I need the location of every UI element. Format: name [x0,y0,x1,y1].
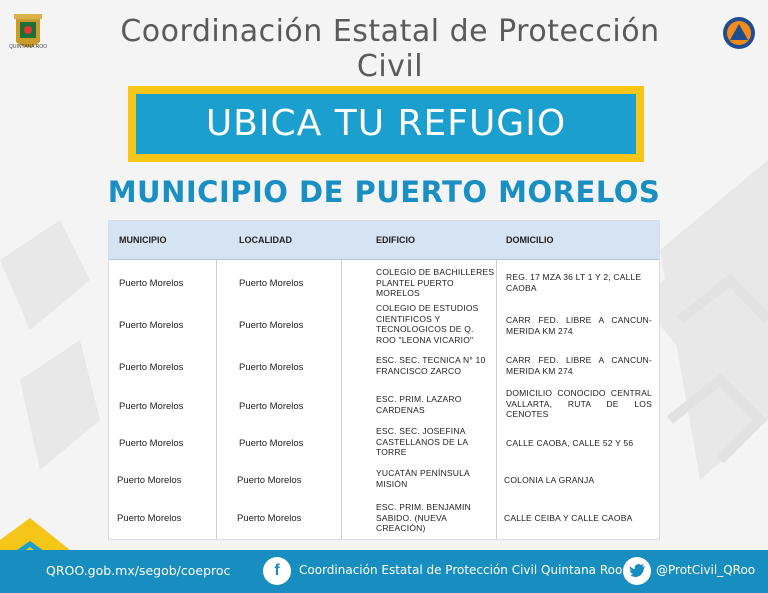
table-cell-municipio: Puerto Morelos [119,438,184,449]
table-cell-municipio: Puerto Morelos [117,513,182,524]
table-cell-domicilio: CALLE CEIBA Y CALLE CAOBA [504,513,633,523]
table-cell-domicilio: REG. 17 MZA 36 LT 1 Y 2, CALLE CAOBA [506,272,642,293]
table-cell-edificio: ESC. SEC. JOSEFINA CASTELLANOS DE LA TORRE [376,426,468,457]
table-cell-domicilio: COLONIA LA GRANJA [504,475,595,485]
table-cell-municipio: Puerto Morelos [119,278,184,289]
table-cell-edificio: ESC. SEC. TECNICA N° 10 FRANCISCO ZARCO [376,355,486,376]
column-header-municipio: MUNICIPIO [119,235,167,245]
table-cell-localidad: Puerto Morelos [239,362,304,373]
table-cell-localidad: Puerto Morelos [239,278,304,289]
column-divider [216,259,217,539]
table-cell-localidad: Puerto Morelos [237,475,302,486]
table-cell-municipio: Puerto Morelos [119,362,184,373]
twitter-icon[interactable] [623,557,651,585]
table-cell-municipio: Puerto Morelos [117,475,182,486]
footer-bar [0,550,768,593]
column-divider [496,259,497,539]
table-cell-edificio: YUCATÁN PENÍNSULA MISIÓN [376,468,470,489]
table-cell-edificio: ESC. PRIM. BENJAMIN SABIDO. (NUEVA CREACIÓN) [376,502,471,533]
page-title: Coordinación Estatal de Protección Civil [120,14,660,84]
table-cell-edificio: COLEGIO DE BACHILLERES PLANTEL PUERTO MORELOS [376,267,495,298]
table-cell-localidad: Puerto Morelos [239,401,304,412]
banner-title: UBICA TU REFUGIO [136,94,636,154]
table-cell-domicilio: DOMICILIO CONOCIDO CENTRAL VALLARTA, RUTA DE LOS CENOTES [506,388,652,419]
column-header-domicilio: DOMICILIO [506,235,554,245]
footer-facebook-link[interactable]: Coordinación Estatal de Protección Civil Quintana Roo [299,563,623,577]
table-header [109,221,659,260]
footer-twitter-handle[interactable]: @ProtCivil_QRoo [656,563,756,577]
table-cell-localidad: Puerto Morelos [239,438,304,449]
proteccion-civil-logo [722,16,756,50]
facebook-icon[interactable]: f [263,557,291,585]
municipality-heading: MUNICIPIO DE PUERTO MORELOS [107,175,661,209]
table-cell-localidad: Puerto Morelos [239,320,304,331]
left-logo-caption: QUINTANA ROO [9,44,47,50]
table-cell-edificio: COLEGIO DE ESTUDIOS CIENTIFICOS Y TECNOLOGICOS DE Q. ROO "LEONA VICARIO" [376,303,479,345]
quintana-roo-emblem-logo [8,12,48,58]
table-cell-municipio: Puerto Morelos [119,401,184,412]
shelter-table [108,220,660,540]
column-divider [341,259,342,539]
footer-website-link[interactable]: QROO.gob.mx/segob/coeproc [46,563,231,578]
table-cell-domicilio: CARR FED. LIBRE A CANCUN-MERIDA KM 274 [506,315,652,336]
column-header-edificio: EDIFICIO [376,235,416,245]
table-cell-municipio: Puerto Morelos [119,320,184,331]
table-cell-edificio: ESC. PRIM. LAZARO CARDENAS [376,394,462,415]
table-cell-localidad: Puerto Morelos [237,513,302,524]
table-cell-domicilio: CARR FED. LIBRE A CANCUN-MERIDA KM 274 [506,355,652,376]
table-cell-domicilio: CALLE CAOBA, CALLE 52 Y 56 [506,438,634,448]
column-header-localidad: LOCALIDAD [239,235,292,245]
